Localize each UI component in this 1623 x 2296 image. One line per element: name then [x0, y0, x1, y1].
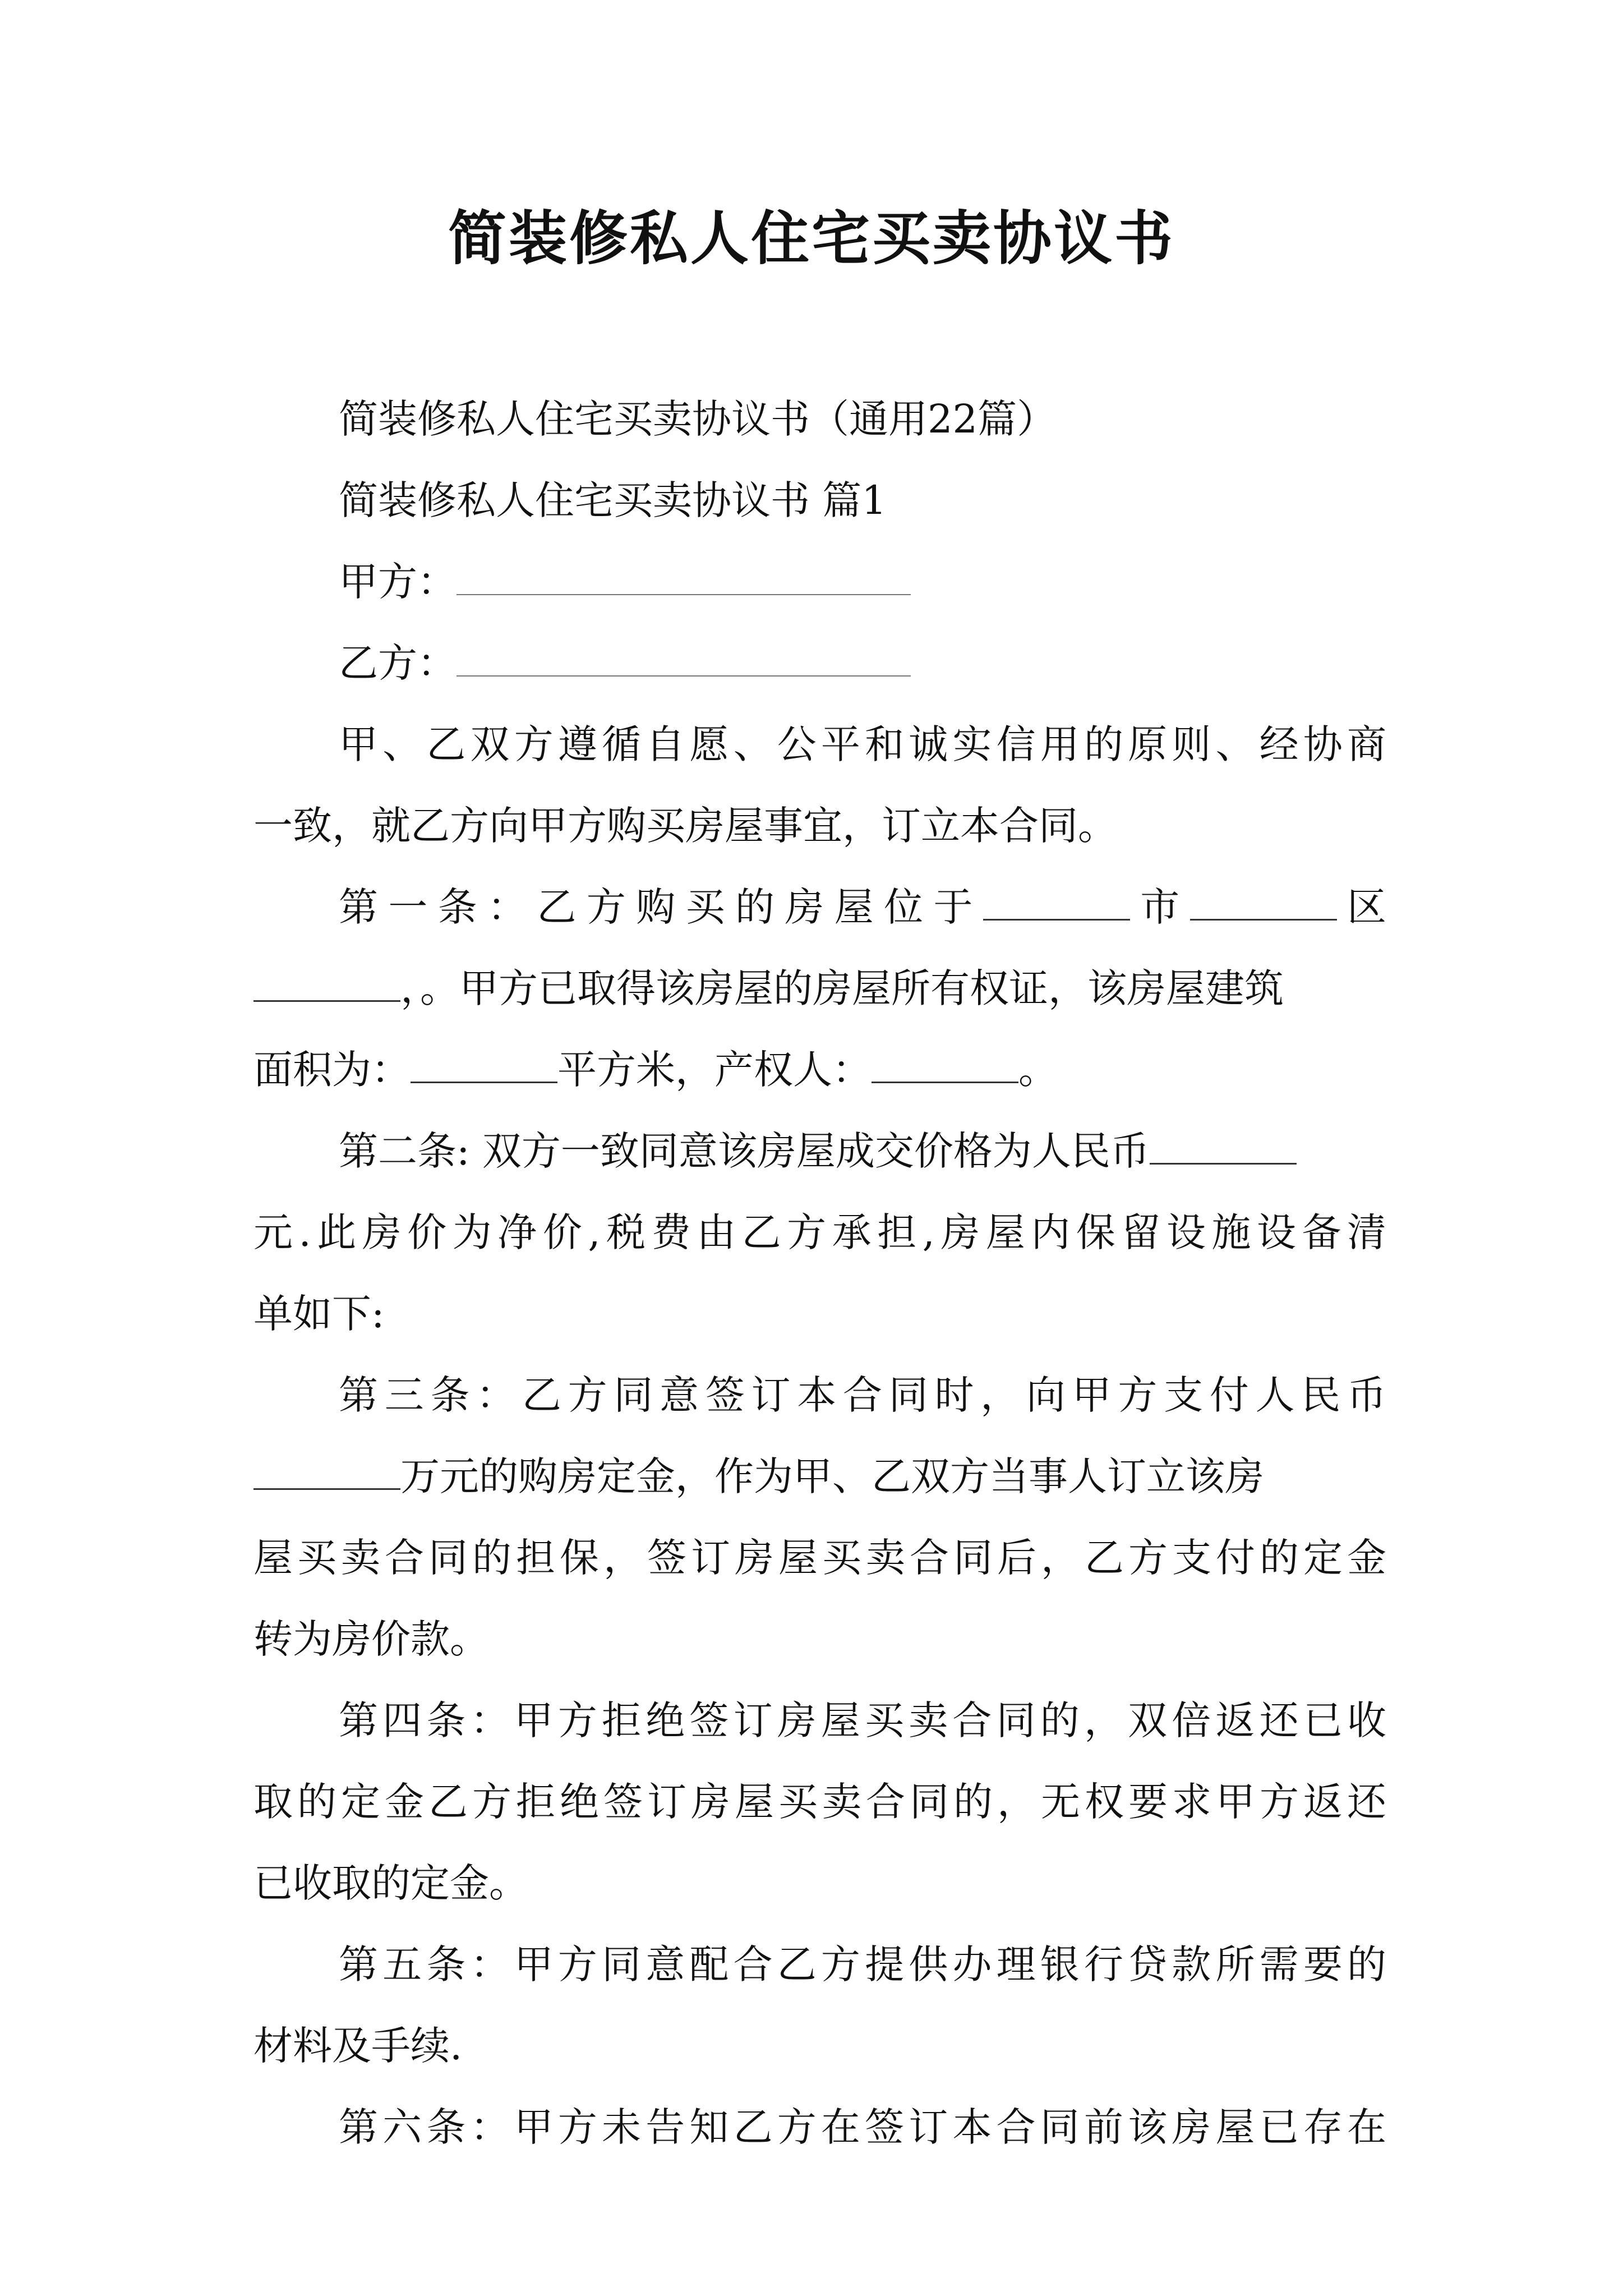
clause3-line-3: 屋买卖合同的担保，签订房屋买卖合同后，乙方支付的定金 [253, 1535, 1386, 1581]
clause3-line-2 [253, 1436, 1386, 1517]
clause4-line-1: 第四条：甲方拒绝签订房屋买卖合同的，双倍返还已收 [339, 1697, 1386, 1743]
district-blank [1190, 885, 1337, 921]
clause2-line-3: 单如下: [253, 1291, 385, 1337]
clause1-line-3 [253, 1029, 1386, 1111]
document-body [253, 379, 1386, 2168]
party-b-blank [457, 642, 911, 677]
clause1-text: 第一条：乙方购买的房屋位于 [339, 884, 983, 930]
intro-line-1: 甲、乙双方遵循自愿、公平和诚实信用的原则、经协商 [339, 721, 1386, 767]
price-blank [1150, 1129, 1297, 1165]
deposit-blank [253, 1455, 400, 1490]
clause1-line-1 [253, 867, 1386, 948]
party-a-blank [457, 560, 911, 595]
party-a-line [253, 541, 1386, 623]
clause3-line2-text: 万元的购房定金，作为甲、乙双方当事人订立该房 [400, 1453, 1264, 1499]
area-blank [411, 1048, 557, 1083]
city-blank [983, 885, 1130, 921]
party-b-line [253, 623, 1386, 704]
collection-heading: 简装修私人住宅买卖协议书（通用22篇） [339, 396, 1057, 442]
clause2-line-2: 元.此房价为净价,税费由乙方承担,房屋内保留设施设备清 [253, 1209, 1386, 1255]
clause3-line-1: 第三条：乙方同意签订本合同时，向甲方支付人民币 [339, 1372, 1386, 1418]
clause3-line-4: 转为房价款。 [253, 1616, 489, 1662]
address-blank [253, 967, 400, 1002]
clause6-line-1: 第六条：甲方未告知乙方在签订本合同前该房屋已存在 [339, 2104, 1386, 2150]
intro-line-2: 一致，就乙方向甲方购买房屋事宜，订立本合同。 [253, 803, 1117, 849]
owner-label: 平方米，产权人： [557, 1047, 872, 1093]
owner-blank [872, 1048, 1018, 1083]
party-a-label: 甲方： [339, 559, 457, 605]
city-label: 市 [1129, 884, 1190, 930]
clause1-line-2 [253, 948, 1386, 1029]
clause2-text: 第二条: 双方一致同意该房屋成交价格为人民币 [339, 1128, 1150, 1174]
clause4-line-2: 取的定金乙方拒绝签订房屋买卖合同的，无权要求甲方返还 [253, 1779, 1386, 1825]
clause1-period: 。 [1018, 1047, 1058, 1093]
party-b-label: 乙方： [339, 640, 457, 686]
article-heading: 简装修私人住宅买卖协议书 篇1 [339, 477, 887, 523]
clause4-line-3: 已收取的定金。 [253, 1860, 528, 1906]
area-label: 面积为： [253, 1047, 411, 1093]
clause5-line-1: 第五条：甲方同意配合乙方提供办理银行贷款所需要的 [339, 1941, 1386, 1987]
document-title: 简装修私人住宅买卖协议书 [448, 204, 1175, 273]
district-label: 区 [1336, 884, 1386, 930]
clause2-line-1 [253, 1111, 1386, 1192]
clause1-line2-text: ，。甲方已取得该房屋的房屋所有权证，该房屋建筑 [400, 965, 1284, 1011]
clause5-line-2: 材料及手续. [253, 2023, 463, 2069]
